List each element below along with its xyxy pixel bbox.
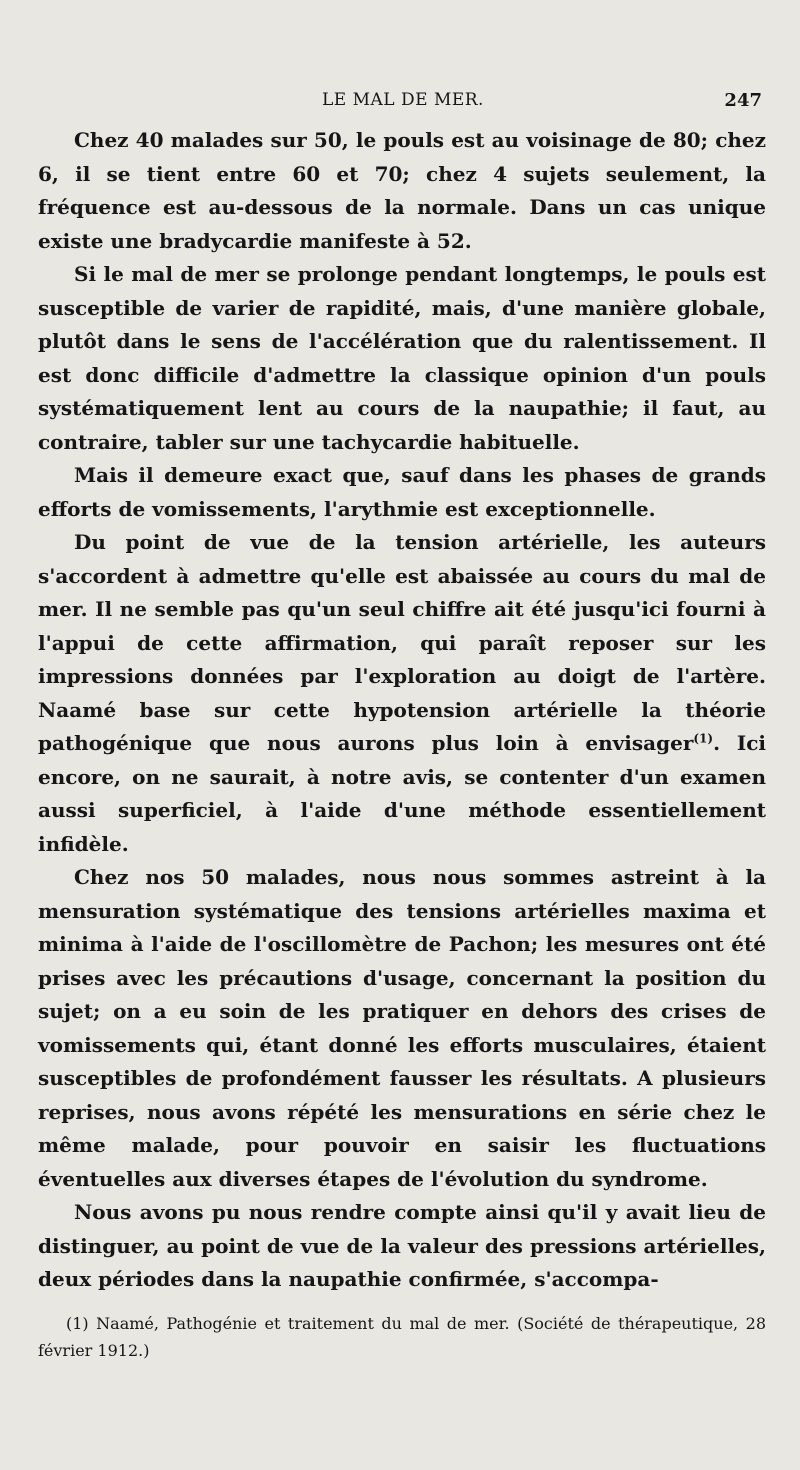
paragraph-4-text-a: Du point de vue de la tension artérielle, les auteurs s'accordent à admettre qu'elle est abaissée au cours du mal de mer. Il ne semble pas qu'un seul chiffre ait été jusqu'ici fourni à l'appui de cette affirmation, qui paraît reposer sur les impressions données par l'exploration au doigt de l'artère. Naamé base sur cette hypotension artérielle la théorie pathogénique que nous aurons plus loin à envisager: [38, 530, 766, 755]
paragraph-1: Chez 40 malades sur 50, le pouls est au voisinage de 80; chez 6, il se tient entre 60 et 70; chez 4 sujets seulement, la fréquence est au-dessous de la normale. Dans un cas unique existe une bradycardie manifeste à 52.: [38, 128, 766, 253]
paragraph-3: Mais il demeure exact que, sauf dans les phases de grands efforts de vomissements, l'arythmie est exceptionnelle.: [38, 463, 766, 521]
paragraph-6: Nous avons pu nous rendre compte ainsi qu'il y avait lieu de distinguer, au point de vue de la valeur des pressions artérielles, deux périodes dans la naupathie confirmée, s'accompa-: [38, 1200, 766, 1291]
page-header: [38, 90, 768, 118]
page-number: 247: [724, 90, 762, 111]
footnote-reference: (1): [693, 731, 714, 746]
footnote: [38, 1310, 766, 1364]
paragraph-2: Si le mal de mer se prolonge pendant longtemps, le pouls est susceptible de varier de rapidité, mais, d'une manière globale, plutôt dans le sens de l'accélération que du ralentissement. Il est donc difficile d'admettre la classique opinion d'un pouls systématiquement lent au cours de la naupathie; il faut, au contraire, tabler sur une tachycardie habituelle.: [38, 262, 766, 454]
footnote-text: (1) Naamé, Pathogénie et traitement du mal de mer. (Société de thérapeutique, 28 février 1912.): [38, 1314, 766, 1360]
paragraph-4: [38, 526, 766, 861]
main-text: [38, 124, 766, 1297]
paragraph-5: Chez nos 50 malades, nous nous sommes astreint à la mensuration systématique des tensions artérielles maxima et minima à l'aide de l'oscillomètre de Pachon; les mesures ont été prises avec les précautions d'usage, concernant la position du sujet; on a eu soin de les pratiquer en dehors des crises de vomissements qui, étant donné les efforts musculaires, étaient susceptibles de profondément fausser les résultats. A plusieurs reprises, nous avons répété les mensurations en série chez le même malade, pour pouvoir en saisir les fluctuations éventuelles aux diverses étapes de l'évolution du syndrome.: [38, 865, 766, 1191]
running-title: LE MAL DE MER.: [322, 90, 484, 110]
paragraph-4-text-b: . Ici encore, on ne saurait, à notre avis, se contenter d'un examen aussi superficiel, à l'aide d'une méthode essentiellement infidèle.: [38, 731, 766, 856]
